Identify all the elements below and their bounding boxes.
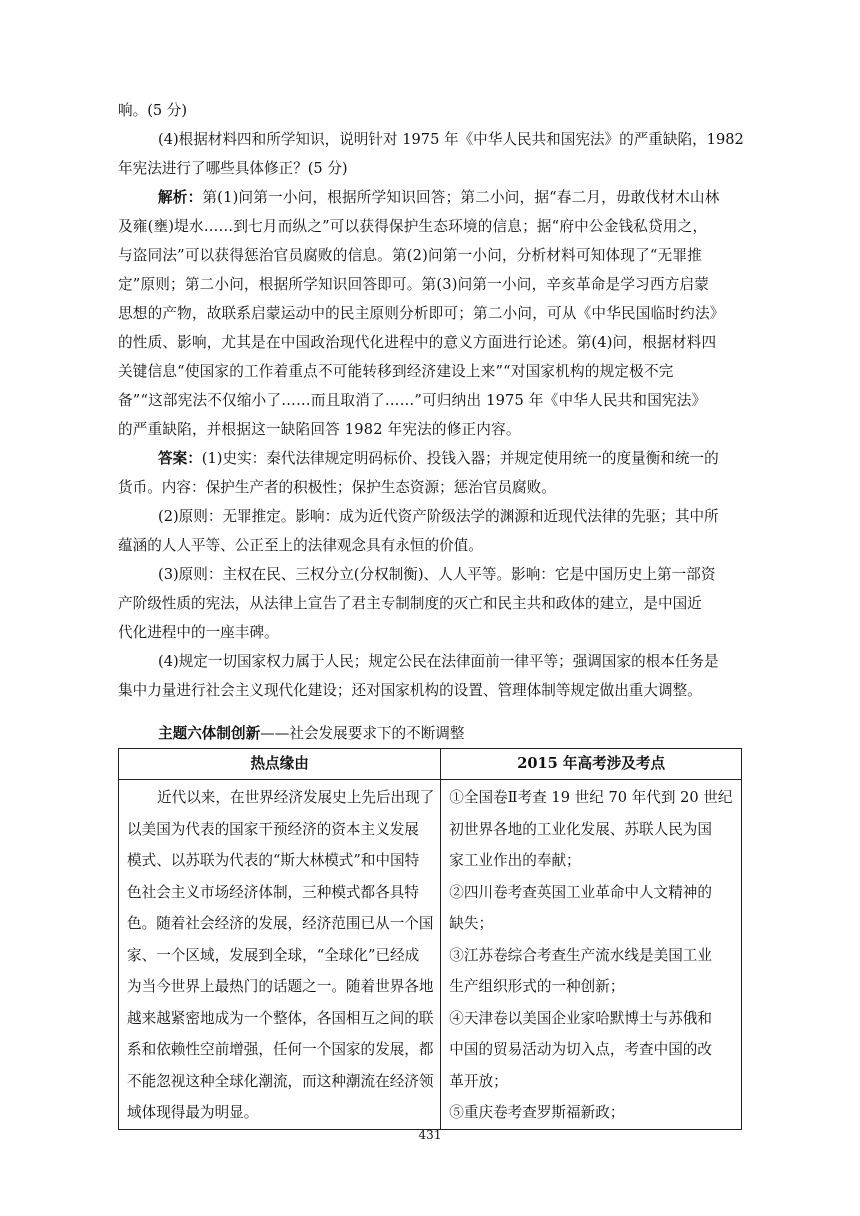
question-line: 响。(5 分) [118, 102, 188, 119]
table-cell-exam-points [441, 780, 742, 1130]
table-row [119, 780, 742, 1130]
answer-line: 产阶级性质的宪法，从法律上宣告了君主专制制度的灭亡和民主共和政体的建立，是中国近 [118, 595, 702, 612]
answer-line: (3)原则：主权在民、三权分立(分权制衡)、人人平等。影响：它是中国历史上第一部资 [158, 566, 716, 583]
cell-line: 革开放； [449, 1072, 508, 1090]
analysis-line: 关键信息“使国家的工作着重点不可能转移到经济建设上来”“对国家机构的规定极不完 [118, 363, 674, 380]
cell-line: 域体现得最为明显。 [127, 1104, 259, 1121]
table-header-row [119, 749, 742, 780]
cell-line: ②四川卷考查英国工业革命中人文精神的 [449, 883, 712, 901]
analysis-line: 的性质、影响，尤其是在中国政治现代化进程中的意义方面进行论述。第(4)问，根据材料四 [118, 334, 717, 351]
analysis-first-line: 解析：第(1)问第一小问，根据所学知识回答；第二小问，据“春二月，毋敢伐材木山林 [158, 189, 720, 206]
cell-line: 缺失； [449, 915, 494, 932]
topic-heading [158, 722, 465, 746]
cell-line: 系和依赖性空前增强，任何一个国家的发展，都 [127, 1041, 434, 1058]
cell-line: ⑤重庆卷考查罗斯福新政； [449, 1104, 625, 1121]
question-line: (4)根据材料四和所学知识，说明针对 1975 年《中华人民共和国宪法》的严重缺陷，1982 [158, 131, 744, 148]
cell-line: 色社会主义市场经济体制，三种模式都各具特 [127, 883, 419, 901]
topic-subtitle: ——社会发展要求下的不断调整 [260, 725, 465, 742]
answer-line: (4)规定一切国家权力属于人民；规定公民在法律面前一律平等；强调国家的根本任务是 [158, 653, 719, 670]
hotspot-table [118, 748, 742, 1130]
table-header-left: 热点缘由 [119, 749, 441, 780]
page-number: 431 [418, 1128, 442, 1142]
analysis-line: 及雍(壅)堤水……到七月而纵之”可以获得保护生态环境的信息；据“府中公金钱私贷用之， [118, 218, 708, 235]
cell-line: 初世界各地的工业化发展、苏联人民为国 [449, 820, 712, 838]
cell-line: 家工业作出的奉献； [449, 852, 581, 869]
topic-title: 主题六体制创新 [158, 725, 261, 742]
answer-line: 蕴涵的人人平等、公正至上的法律观念具有永恒的价值。 [118, 537, 483, 554]
answer-line: 货币。内容：保护生产者的积极性；保护生态资源；惩治官员腐败。 [118, 479, 556, 496]
cell-line: 以美国为代表的国家干预经济的资本主义发展 [127, 820, 419, 838]
answer-line: (2)原则：无罪推定。影响：成为近代资产阶级法学的渊源和近现代法律的先驱；其中所 [158, 508, 719, 525]
cell-line: ①全国卷Ⅱ考查 19 世纪 70 年代到 20 世纪 [449, 789, 733, 806]
answer-label: 答案： [158, 450, 202, 467]
answer-line: 集中力量进行社会主义现代化建设；还对国家机构的设置、管理体制等规定做出重大调整。 [118, 682, 702, 699]
cell-line: ④天津卷以美国企业家哈默博士与苏俄和 [449, 1009, 712, 1027]
table-cell-reason [119, 780, 441, 1130]
answer-line: 代化进程中的一座丰碑。 [118, 624, 279, 641]
analysis-label: 解析： [158, 189, 203, 206]
analysis-line: 备”“这部宪法不仅缩小了……而且取消了……”可归纳出 1975 年《中华人民共和国宪法》 [118, 392, 707, 409]
cell-line: 生产组织形式的一种创新； [449, 978, 625, 995]
cell-line: 近代以来，在世界经济发展史上先后出现了 [157, 789, 435, 806]
question-line: 年宪法进行了哪些具体修正？(5 分) [118, 160, 348, 177]
cell-line: 为当今世界上最热门的话题之一。随着世界各地 [127, 978, 434, 995]
cell-line: 色。随着社会经济的发展，经济范围已从一个国 [127, 915, 434, 932]
cell-line: 模式、以苏联为代表的“斯大林模式”和中国特 [127, 852, 420, 869]
cell-line: 家、一个区域，发展到全球，“全球化”已经成 [127, 946, 420, 964]
cell-line: ③江苏卷综合考查生产流水线是美国工业 [449, 946, 712, 964]
cell-line: 越来越紧密地成为一个整体，各国相互之间的联 [127, 1009, 434, 1027]
cell-line: 中国的贸易活动为切入点，考查中国的改 [449, 1041, 712, 1058]
analysis-line: 定”原则；第二小问，根据所学知识回答即可。第(3)问第一小问，辛亥革命是学习西方启蒙 [118, 276, 710, 293]
analysis-line: 的严重缺陷，并根据这一缺陷回答 1982 年宪法的修正内容。 [118, 421, 521, 438]
cell-line: 不能忽视这种全球化潮流，而这种潮流在经济领 [127, 1072, 434, 1090]
analysis-line: 与盗同法”可以获得惩治官员腐败的信息。第(2)问第一小问，分析材料可知体现了“无罪推 [118, 247, 702, 264]
page-body [118, 96, 744, 705]
analysis-line: 思想的产物，故联系启蒙运动中的民主原则分析即可；第二小问，可从《中华民国临时约法》 [118, 305, 725, 322]
answer-first-line: 答案：(1)史实：秦代法律规定明码标价、投钱入器；并规定使用统一的度量衡和统一的 [158, 450, 719, 467]
table-header-right: 2015 年高考涉及考点 [441, 749, 742, 780]
